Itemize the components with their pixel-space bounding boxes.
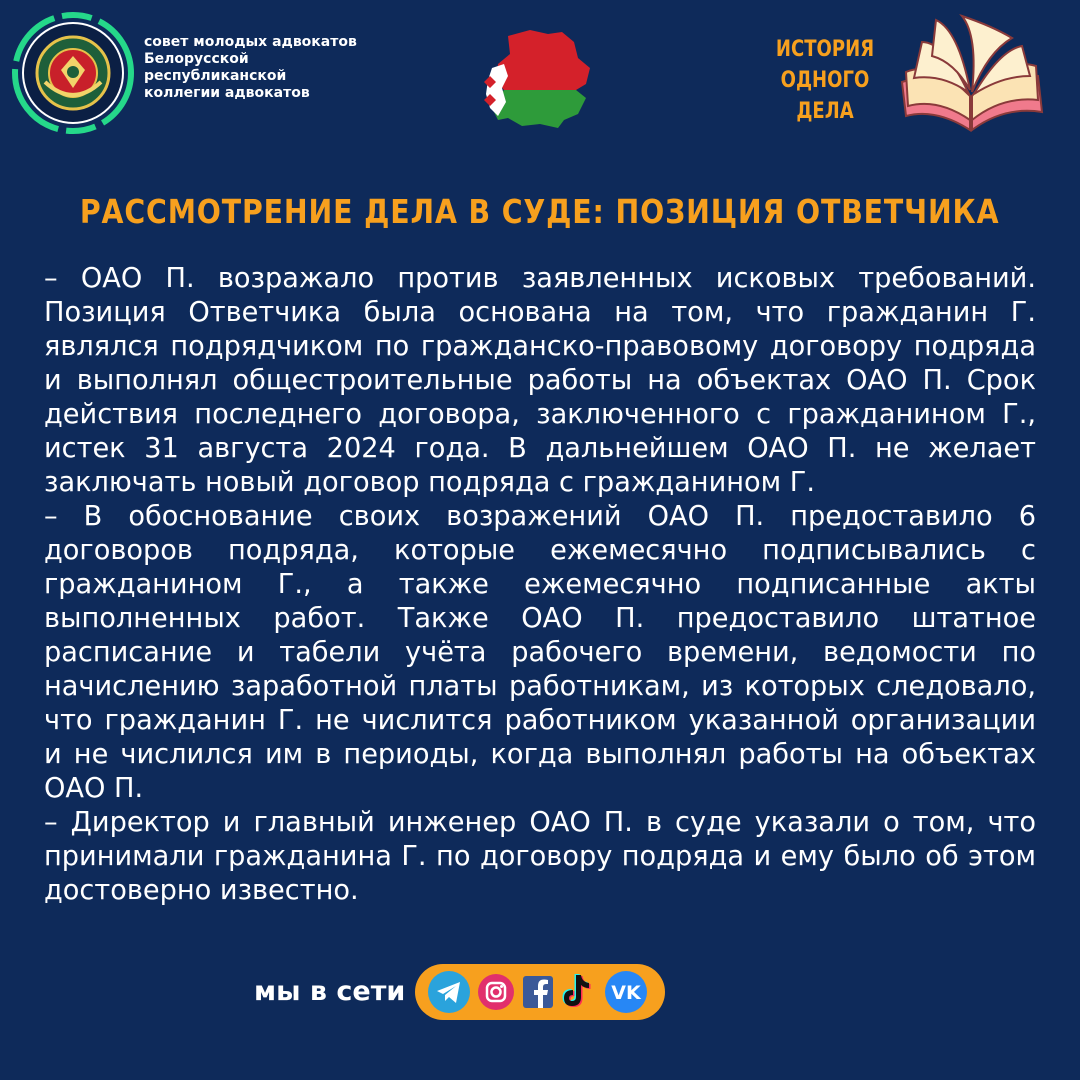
paragraph: – ОАО П. возражало против заявленных исковых требований. Позиция Ответчика была основана на том, что гражданин Г. являлся подрядчиком по гражданско-правовому договору подряда и выполнял общестроительные работы на объектах ОАО П. Срок действия последнего договора, заключенного с гражданином Г., истек 31 августа 2024 года. В дальнейшем ОАО П. не желает заключать новый договор подряда с гражданином Г. (44, 263, 1036, 498)
series-title-line: ОДНОГО (780, 68, 870, 93)
series-title-line: ИСТОРИЯ (775, 37, 875, 62)
telegram-icon[interactable] (427, 970, 471, 1018)
article-body (44, 262, 1036, 908)
vk-icon[interactable] (603, 970, 649, 1018)
org-name-line: Белорусской (144, 51, 249, 67)
page-title-text: РАССМОТРЕНИЕ ДЕЛА В СУДЕ: ПОЗИЦИЯ ОТВЕТЧИКА (80, 192, 1000, 231)
paragraph: – В обоснование своих возражений ОАО П. предоставило 6 договоров подряда, которые ежемесячно подписывались с гражданином Г., а также ежемесячно подписанные акты выполненных работ. Также ОАО П. предоставило штатное расписание и табели учёта рабочего времени, ведомости по начислению заработной платы работникам, из которых следовало, что гражданин Г. не числится работником указанной организации и не числился им в периоды, когда выполнял работы на объектах ОАО П. (44, 501, 1036, 804)
series-title-line: ДЕЛА (796, 99, 854, 124)
tiktok-icon[interactable] (559, 972, 593, 1014)
facebook-icon[interactable] (523, 976, 553, 1012)
series-title (773, 34, 876, 127)
belarus-map-icon (478, 28, 598, 132)
org-name-line: коллегии адвокатов (144, 85, 310, 101)
organization-logo (12, 12, 134, 134)
organization-name (144, 34, 404, 102)
page-title (0, 192, 1080, 231)
paragraph: – Директор и главный инженер ОАО П. в суде указали о том, что принимали гражданина Г. по договору подряда и ему было об этом достоверно известно. (44, 807, 1036, 906)
org-name-line: совет молодых адвокатов (144, 34, 357, 50)
open-book-icon (892, 12, 1052, 136)
social-links-bar (415, 964, 665, 1020)
svg-text:VK: VK (611, 982, 641, 1004)
instagram-icon[interactable] (477, 973, 515, 1015)
social-label: мы в сети (254, 976, 406, 1007)
org-name-line: республиканской (144, 68, 287, 84)
